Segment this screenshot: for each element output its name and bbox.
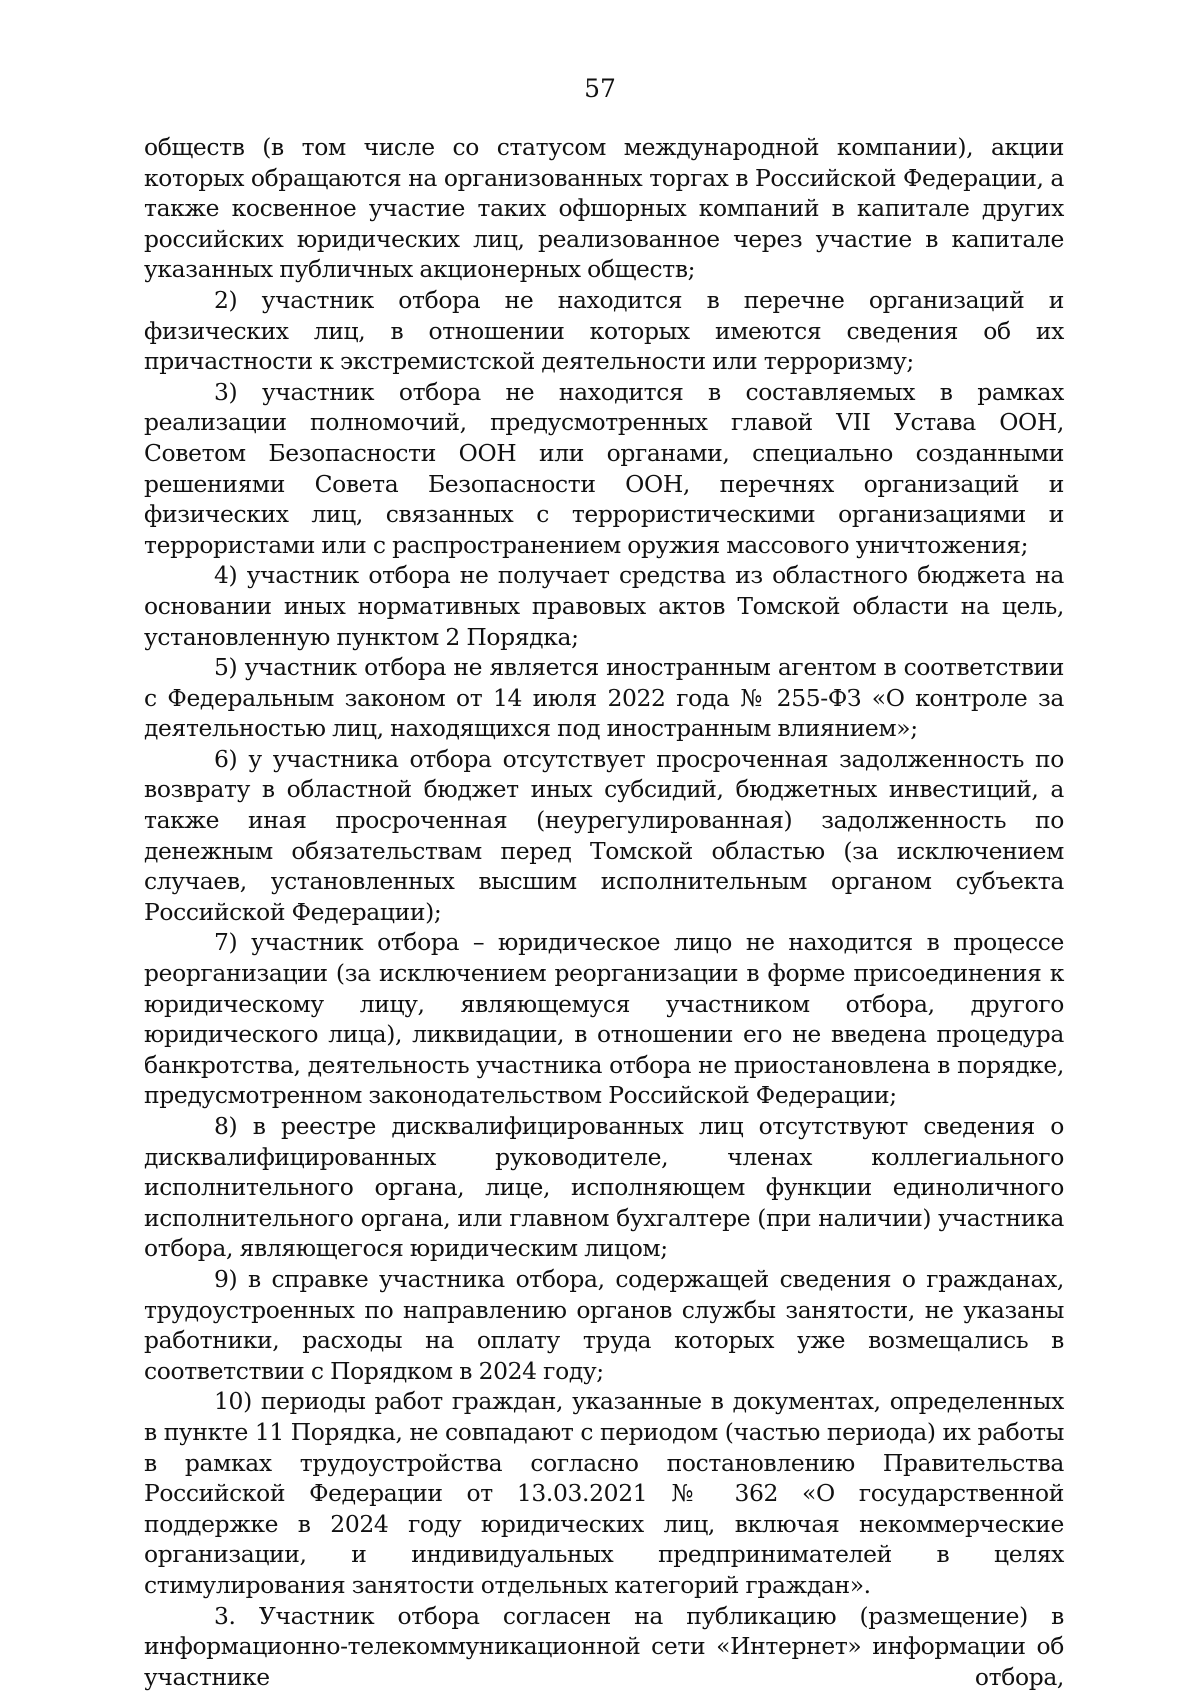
- paragraph-item-2: 2) участник отбора не находится в перечне организаций и физических лиц, в отношении которых имеются сведения об их причастности к экстремистской деятельности или терроризму;: [144, 285, 1064, 376]
- paragraph-section-3: 3. Участник отбора согласен на публикацию (размещение) в информационно-телекоммуникационной сети «Интернет» информации об участнике отбора,: [144, 1601, 1064, 1691]
- document-body: [144, 132, 1064, 1692]
- paragraph-continuation: обществ (в том числе со статусом международной компании), акции которых обращаются на организованных торгах в Российской Федерации, а также косвенное участие таких офшорных компаний в капитале других российских юридических лиц, реализованное через участие в капитале указанных публичных акционерных обществ;: [144, 133, 1064, 284]
- paragraph-item-5: 5) участник отбора не является иностранным агентом в соответствии с Федеральным законом от 14 июля 2022 года № 255-ФЗ «О контроле за деятельностью лиц, находящихся под иностранным влиянием»;: [144, 653, 1064, 743]
- paragraph-item-10: 10) периоды работ граждан, указанные в документах, определенных в пункте 11 Порядка, не совпадают с периодом (частью периода) их работы в рамках трудоустройства согласно постановлению Правительства Российской Федерации от 13.03.2021 № 362 «О государственной поддержке в 2024 году юридических лиц, включая некоммерческие организации, и индивидуальных предпринимателей в целях стимулирования занятости отдельных категорий граждан».: [144, 1387, 1064, 1599]
- paragraph-item-4: 4) участник отбора не получает средства из областного бюджета на основании иных нормативных правовых актов Томской области на цель, установленную пунктом 2 Порядка;: [144, 561, 1064, 651]
- page-number: 57: [584, 74, 616, 103]
- paragraph-item-7: 7) участник отбора – юридическое лицо не находится в процессе реорганизации (за исключением реорганизации в форме присоединения к юридическому лицу, являющемуся участником отбора, другого юридического лица), ликвидации, в отношении его не введена процедура банкротства, деятельность участника отбора не приостановлена в порядке, предусмотренном законодательством Российской Федерации;: [144, 928, 1064, 1110]
- paragraph-item-8: 8) в реестре дисквалифицированных лиц отсутствуют сведения о дисквалифицированных руководителе, членах коллегиального исполнительного органа, лице, исполняющем функции единоличного исполнительного органа, или главном бухгалтере (при наличии) участника отбора, являющегося юридическим лицом;: [144, 1112, 1064, 1263]
- paragraph-item-3: 3) участник отбора не находится в составляемых в рамках реализации полномочий, предусмотренных главой VII Устава ООН, Советом Безопасности ООН или органами, специально созданными решениями Совета Безопасности ООН, перечнях организаций и физических лиц, связанных с террористическими организациями и террористами или с распространением оружия массового уничтожения;: [144, 377, 1064, 559]
- paragraph-item-6: 6) у участника отбора отсутствует просроченная задолженность по возврату в областной бюджет иных субсидий, бюджетных инвестиций, а также иная просроченная (неурегулированная) задолженность по денежным обязательствам перед Томской областью (за исключением случаев, установленных высшим исполнительным органом субъекта Российской Федерации);: [144, 744, 1064, 926]
- paragraph-item-9: 9) в справке участника отбора, содержащей сведения о гражданах, трудоустроенных по направлению органов службы занятости, не указаны работники, расходы на оплату труда которых уже возмещались в соответствии с Порядком в 2024 году;: [144, 1264, 1064, 1385]
